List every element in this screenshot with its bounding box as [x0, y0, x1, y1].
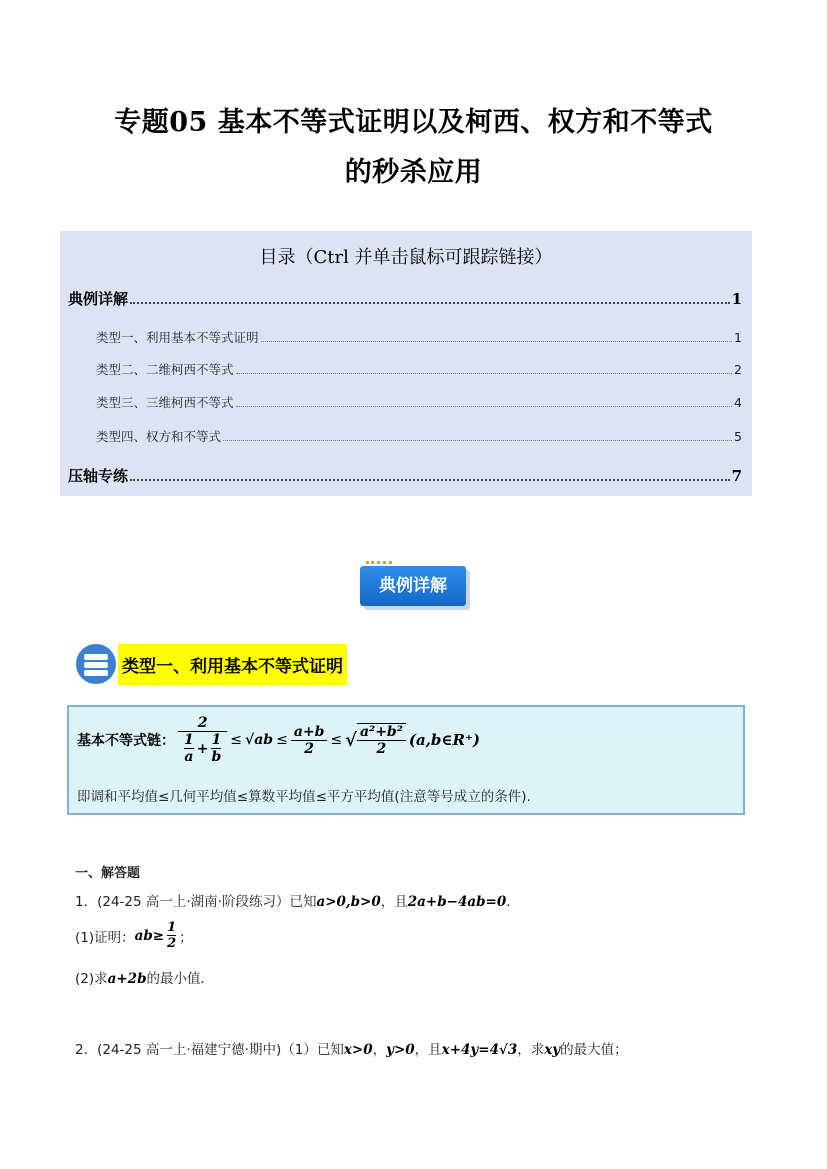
- toc-item-label: 典例详解: [68, 290, 129, 308]
- question-1: 1．(24-25 高一上·湖南·阶段练习）已知a>0,b>0，且2a+b−4ab=0．: [75, 894, 520, 910]
- toc-heading: 目录（Ctrl 并单击鼠标可跟踪链接）: [259, 247, 553, 268]
- geometric-mean: √ab: [245, 732, 274, 748]
- toc-item-label: 压轴专练: [68, 467, 129, 485]
- toc-item-label: 类型一、利用基本不等式证明: [96, 330, 259, 345]
- title-line-1: 专题05 基本不等式证明以及柯西、权方和不等式: [114, 107, 713, 138]
- toc-leader: [236, 406, 733, 407]
- domain-condition: (a,b∈R⁺): [408, 731, 480, 749]
- toc-page-number: 5: [734, 429, 742, 444]
- toc-leader: [261, 341, 733, 342]
- toc-leader: [130, 302, 730, 304]
- harmonic-mean: 2 $\frac{1}{a}$ + $\frac{1}{b}$: [178, 715, 227, 765]
- toc-page-number: 1: [731, 290, 742, 308]
- toc-link-examples[interactable]: [68, 288, 742, 309]
- toc-item-label: 类型四、权方和不等式: [96, 429, 222, 444]
- toc-link-type-3[interactable]: [96, 393, 742, 411]
- quadratic-mean: $\frac{\text{a²+b²}}{2}$: [357, 723, 406, 757]
- books-stack-icon: [76, 644, 116, 684]
- formula-note: 即调和平均值≤几何平均值≤算数平均值≤平方平均值(注意等号成立的条件).: [77, 789, 531, 805]
- toc-page-number: 4: [734, 395, 742, 410]
- question-2: 2．(24-25 高一上·福建宁德·期中)（1）已知x>0，y>0，且x+4y=4√3，求xy的最大值；: [75, 1042, 628, 1058]
- toc-link-type-1[interactable]: [96, 328, 742, 346]
- inequality-chain: 基本不等式链： 2 $\frac{1}{a}$ + $\frac{1}{b}$ ≤ √ab ≤ $\frac{a+b}{2}$ ≤ √ $\frac{\text{a²+b²}}{2}$ (a,b∈R⁺): [77, 715, 480, 765]
- table-of-contents: [60, 231, 752, 496]
- question-1-part-1: (1)证明： ab≥ $\frac{1}{2}$ ；: [75, 920, 193, 951]
- toc-item-label: 类型二、二维柯西不等式: [96, 362, 234, 377]
- toc-link-type-4[interactable]: [96, 427, 742, 445]
- toc-page-number: 7: [731, 467, 742, 485]
- arithmetic-mean: $\frac{a+b}{2}$: [291, 724, 328, 757]
- toc-page-number: 2: [734, 362, 742, 377]
- section-badge: 典例详解: [360, 566, 466, 606]
- type-heading: [76, 643, 347, 685]
- formula-prefix: 基本不等式链：: [77, 733, 175, 749]
- type-title: 类型一、利用基本不等式证明: [118, 644, 347, 685]
- toc-link-practice[interactable]: [68, 465, 742, 486]
- toc-leader: [236, 373, 733, 374]
- toc-page-number: 1: [734, 330, 742, 345]
- toc-leader: [130, 479, 730, 481]
- document-title: [60, 98, 767, 198]
- toc-item-label: 类型三、三维柯西不等式: [96, 395, 234, 410]
- toc-link-type-2[interactable]: [96, 360, 742, 378]
- question-1-part-2: (2)求a+2b的最小值．: [75, 971, 215, 987]
- title-line-2: 的秒杀应用: [344, 157, 483, 188]
- toc-leader: [223, 440, 732, 441]
- formula-box: [67, 705, 745, 815]
- section-heading: 一、解答题: [75, 866, 141, 881]
